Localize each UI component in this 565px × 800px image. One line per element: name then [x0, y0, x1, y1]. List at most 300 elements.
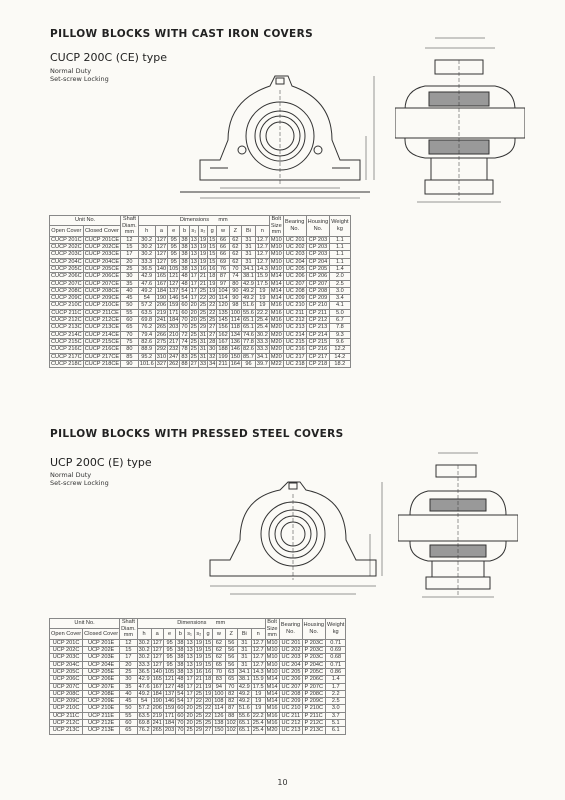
table-cell: 65: [120, 727, 138, 734]
table-cell: 5.1: [326, 720, 346, 727]
section1-note-duty: Normal Duty: [50, 67, 92, 75]
table-cell: 20: [121, 258, 139, 265]
table-cell: 0.68: [326, 654, 346, 661]
table-cell: 25: [120, 668, 138, 675]
table-cell: 137: [164, 690, 175, 697]
section2-note-locking: Set-screw Locking: [50, 479, 109, 487]
col-unit-no: Unit No.: [50, 216, 121, 226]
table-cell: P 208C: [302, 690, 326, 697]
table-cell: 30.2: [138, 244, 155, 251]
table-cell: 12.7: [252, 661, 264, 668]
table-cell: 12.7: [252, 647, 264, 654]
table-cell: 3.7: [326, 712, 346, 719]
table-cell: 54: [177, 690, 184, 697]
table-cell: 20: [186, 712, 193, 719]
table-cell: 25: [190, 324, 197, 331]
table-cell: 39.7: [256, 360, 268, 367]
table-row: [50, 236, 351, 243]
table-cell: 16: [209, 265, 216, 272]
table-cell: 120: [218, 302, 228, 309]
table-cell: 74: [229, 273, 241, 280]
table-cell: CUCP 202C: [51, 244, 82, 251]
table-row: [50, 705, 346, 712]
table-cell: 20: [186, 705, 193, 712]
table-cell: 22: [204, 712, 212, 719]
table-cell: 30: [121, 273, 139, 280]
table-cell: M20: [270, 331, 282, 338]
table-cell: 22: [195, 698, 202, 705]
table-row: [50, 639, 346, 646]
col-dim-n: n: [255, 226, 269, 236]
table-cell: 145: [218, 317, 228, 324]
table-cell: 146: [230, 346, 241, 353]
table-row: [50, 712, 346, 719]
table-cell: 66: [217, 244, 229, 251]
table-cell: 62: [213, 654, 225, 661]
table-cell: 21: [199, 280, 207, 287]
table-cell: 47.6: [138, 280, 155, 287]
table-cell: 13: [186, 661, 193, 668]
table-cell: CUCP 204C: [51, 258, 82, 265]
table-cell: UC 204: [283, 258, 306, 265]
table-cell: M14: [270, 287, 282, 294]
table-cell: 38: [177, 654, 184, 661]
table-cell: 38: [181, 251, 188, 258]
table-cell: 17: [186, 698, 193, 705]
table-cell: 42.9: [138, 676, 150, 683]
table-cell: M16: [266, 720, 278, 727]
col-shaft-diam: Shaft Diam. mm: [122, 216, 137, 236]
table-cell: CP 218: [306, 360, 330, 367]
table-cell: 9.6: [330, 338, 350, 345]
table-cell: 33.3: [138, 258, 155, 265]
table-cell: 13: [190, 265, 197, 272]
table-cell: 76.2: [138, 324, 155, 331]
table-cell: 74: [181, 338, 188, 345]
table-cell: 211: [218, 360, 228, 367]
table-cell: 15: [209, 236, 216, 243]
table-cell: 127: [152, 639, 162, 646]
col-dim-s1: s₁: [185, 629, 194, 639]
table-cell: UCP 204C: [50, 661, 83, 668]
col-dim-b: b: [180, 226, 189, 236]
table-cell: 56: [225, 647, 237, 654]
table-cell: 57.2: [138, 302, 155, 309]
table-cell: 54: [137, 698, 151, 705]
table-cell: UCP 210E: [83, 705, 120, 712]
table-cell: UC 203: [283, 251, 306, 258]
table-cell: CUCP 216CE: [84, 346, 120, 353]
table-cell: 95: [163, 654, 175, 661]
table-cell: CUCP 202CE: [84, 244, 120, 251]
table-cell: 25: [195, 712, 202, 719]
table-cell: CP 217: [306, 353, 330, 360]
col-dim-bi: Bi: [237, 629, 251, 639]
table-cell: 56: [225, 639, 237, 646]
table-cell: 49.2: [138, 287, 155, 294]
col-dim-g: g: [203, 629, 212, 639]
table-cell: 29: [195, 727, 202, 734]
table-row: [50, 302, 351, 309]
table-cell: 17: [190, 273, 197, 280]
table-cell: 31: [237, 639, 251, 646]
table-cell: 55: [120, 712, 138, 719]
table-cell: 31: [237, 654, 251, 661]
table-cell: 105: [169, 265, 179, 272]
table-cell: 0.71: [326, 639, 346, 646]
table-cell: 27: [204, 727, 212, 734]
table-cell: UC 211: [279, 712, 302, 719]
table-cell: 20: [209, 295, 216, 302]
table-cell: 18: [204, 676, 212, 683]
table-cell: 265: [156, 324, 167, 331]
section2-front-view-drawing: [200, 468, 390, 613]
table-cell: 102: [226, 727, 236, 734]
col-closed-cover: Closed Cover: [83, 226, 120, 236]
table-cell: 22: [199, 295, 207, 302]
table-cell: 22: [209, 309, 216, 316]
table-cell: 33.3: [138, 661, 150, 668]
table-cell: 13: [186, 668, 193, 675]
col-bearing-no: Bearing No.: [283, 216, 306, 237]
table-cell: 134: [230, 331, 241, 338]
table-cell: 48: [177, 676, 184, 683]
table-cell: CUCP 207C: [51, 280, 82, 287]
table-cell: 17: [190, 287, 197, 294]
table-cell: 25.4: [252, 727, 264, 734]
col-dim-n: n: [251, 629, 265, 639]
section1-table-body: [50, 236, 351, 367]
table-cell: M10: [270, 258, 282, 265]
table-cell: 79.4: [138, 331, 155, 338]
table-row: [50, 346, 351, 353]
table-cell: M20: [270, 338, 282, 345]
table-cell: 135: [218, 309, 228, 316]
table-cell: 48: [181, 280, 188, 287]
table-cell: 21: [195, 683, 202, 690]
table-cell: 164: [230, 360, 241, 367]
table-cell: 54: [181, 295, 188, 302]
table-cell: 77.8: [243, 338, 254, 345]
table-cell: UCP 206E: [83, 676, 120, 683]
table-cell: 275: [156, 338, 167, 345]
table-cell: CP 204: [306, 258, 330, 265]
section1-series-title: CUCP 200C (CE) type: [50, 51, 167, 64]
table-cell: CUCP 211C: [51, 309, 82, 316]
table-cell: 50: [120, 705, 138, 712]
table-cell: CP 203: [306, 251, 330, 258]
table-cell: UCP 208C: [50, 690, 83, 697]
col-dim-e: e: [168, 226, 180, 236]
table-cell: UC 211: [283, 309, 306, 316]
table-cell: 62: [229, 244, 241, 251]
table-cell: 49.2: [243, 295, 254, 302]
table-cell: 95: [168, 251, 180, 258]
table-cell: 19: [255, 287, 269, 294]
table-cell: CP 206: [306, 273, 330, 280]
table-cell: 25: [190, 338, 197, 345]
table-cell: CUCP 213C: [51, 324, 82, 331]
table-cell: 108: [214, 698, 224, 705]
table-cell: UC 214: [283, 331, 306, 338]
table-cell: 27: [209, 324, 216, 331]
table-cell: 85: [121, 353, 139, 360]
table-cell: 42.9: [238, 683, 250, 690]
table-cell: M16: [270, 309, 282, 316]
table-row: [50, 661, 346, 668]
table-cell: 69: [217, 258, 229, 265]
table-cell: 114: [214, 705, 224, 712]
table-cell: 30.2: [138, 654, 150, 661]
table-cell: 165: [156, 273, 167, 280]
table-cell: 21: [195, 676, 202, 683]
table-cell: 60: [181, 302, 188, 309]
table-cell: 25: [190, 346, 197, 353]
table-cell: 17: [190, 295, 197, 302]
table-cell: 20: [186, 720, 193, 727]
col-dim-a: a: [155, 226, 167, 236]
table-cell: 127: [152, 661, 162, 668]
table-cell: 19: [199, 258, 207, 265]
table-cell: 140: [152, 668, 162, 675]
col-dim-bi: Bi: [242, 226, 256, 236]
table-cell: 0.86: [326, 668, 346, 675]
table-cell: 63: [225, 668, 237, 675]
table-cell: 156: [218, 324, 228, 331]
table-row: [50, 698, 346, 705]
table-cell: 184: [164, 720, 175, 727]
table-cell: 70: [181, 317, 188, 324]
table-cell: UC 202: [279, 647, 302, 654]
table-cell: 13: [190, 244, 197, 251]
table-cell: 98: [229, 302, 241, 309]
table-cell: 20: [190, 317, 197, 324]
table-cell: UC 210: [283, 302, 306, 309]
table-cell: CP 211: [306, 309, 330, 316]
table-cell: 31: [242, 236, 256, 243]
table-cell: 150: [214, 727, 224, 734]
table-cell: 31: [237, 661, 251, 668]
table-cell: 219: [156, 309, 167, 316]
section2-heading: PILLOW BLOCKS WITH PRESSED STEEL COVERS: [50, 428, 344, 440]
table-cell: 19: [255, 302, 269, 309]
table-cell: UC 204: [279, 661, 302, 668]
col-dim-s1: s₁: [189, 226, 198, 236]
table-cell: 63.5: [138, 309, 155, 316]
table-cell: UC 209: [279, 698, 302, 705]
table-cell: UC 203: [279, 654, 302, 661]
table-cell: CUCP 208C: [51, 287, 82, 294]
table-cell: 25.4: [252, 720, 264, 727]
table-cell: 12: [120, 639, 138, 646]
table-cell: 38: [181, 236, 188, 243]
table-cell: 38: [181, 244, 188, 251]
table-cell: 70: [121, 331, 139, 338]
table-cell: UCP 210C: [50, 705, 83, 712]
table-cell: CP 205: [306, 265, 330, 272]
table-cell: 25: [199, 287, 207, 294]
table-cell: 206: [156, 302, 167, 309]
table-cell: M16: [270, 302, 282, 309]
table-cell: 13: [186, 647, 193, 654]
table-cell: 66: [217, 251, 229, 258]
table-cell: 127: [156, 236, 167, 243]
table-cell: 49.2: [238, 690, 250, 697]
col-open-cover: Open Cover: [50, 629, 83, 639]
table-cell: 19: [195, 654, 202, 661]
table-cell: CUCP 211CE: [84, 309, 119, 316]
table-cell: UC 215: [283, 338, 306, 345]
table-cell: 42.9: [243, 280, 254, 287]
table-cell: 35: [120, 683, 138, 690]
table-cell: 70: [177, 720, 184, 727]
table-cell: 15: [204, 647, 212, 654]
table-cell: M10: [270, 236, 282, 243]
table-cell: 33.3: [256, 346, 268, 353]
table-cell: UC 217: [283, 353, 306, 360]
table-cell: 217: [169, 338, 179, 345]
table-cell: 27: [209, 331, 216, 338]
table-cell: UC 213: [283, 324, 306, 331]
table-cell: 127: [164, 683, 175, 690]
table-cell: 60: [120, 720, 138, 727]
table-cell: 31: [199, 353, 207, 360]
table-cell: 65: [225, 676, 237, 683]
table-cell: 19: [209, 287, 216, 294]
table-cell: 25.4: [256, 317, 268, 324]
table-cell: 70: [225, 683, 237, 690]
table-cell: 40: [120, 690, 138, 697]
table-cell: 57.2: [138, 705, 150, 712]
table-cell: CP 214: [306, 331, 330, 338]
table-cell: 95: [168, 236, 180, 243]
section2-notes: [50, 471, 109, 487]
col-bolt-size: Bolt Size mm: [266, 619, 278, 639]
table-cell: 22.2: [256, 309, 268, 316]
table-cell: 102: [226, 720, 236, 727]
table-cell: 247: [169, 353, 179, 360]
table-cell: 27: [190, 360, 197, 367]
table-cell: CUCP 215CE: [84, 338, 120, 345]
table-cell: 25: [195, 690, 202, 697]
table-cell: 121: [169, 273, 179, 280]
table-cell: 1.1: [330, 236, 350, 243]
table-cell: 17: [186, 690, 193, 697]
table-cell: M10: [266, 639, 278, 646]
table-cell: 19: [199, 244, 207, 251]
table-row: [50, 280, 351, 287]
table-cell: P 207C: [302, 683, 326, 690]
table-cell: UCP 205E: [83, 668, 120, 675]
table-cell: 22: [209, 302, 216, 309]
table-cell: UCP 212C: [50, 720, 83, 727]
table-cell: 15: [209, 258, 216, 265]
table-cell: 13: [186, 639, 193, 646]
table-cell: UC 212: [279, 720, 302, 727]
table-cell: CP 216: [306, 346, 330, 353]
table-cell: 45: [121, 295, 139, 302]
table-cell: UC 213: [279, 727, 302, 734]
table-cell: 12: [121, 236, 139, 243]
table-cell: 62: [213, 647, 225, 654]
table-cell: 6.7: [330, 317, 350, 324]
table-cell: 184: [156, 287, 167, 294]
table-cell: 51.6: [243, 302, 254, 309]
table-cell: 1.1: [330, 251, 350, 258]
table-cell: 90: [229, 295, 241, 302]
col-shaft-diam: Shaft Diam. mm: [121, 619, 136, 639]
table-cell: 15: [209, 251, 216, 258]
table-cell: CUCP 212CE: [84, 317, 120, 324]
table-cell: 14.3: [256, 265, 268, 272]
table-cell: 69.8: [138, 317, 155, 324]
table-cell: 54: [138, 295, 155, 302]
col-weight: Weight kg: [326, 619, 346, 640]
table-cell: 2.5: [330, 280, 350, 287]
table-cell: P 205C: [302, 668, 326, 675]
table-cell: 16: [199, 265, 207, 272]
table-cell: 16: [204, 668, 212, 675]
table-cell: 95.2: [138, 353, 155, 360]
table-cell: UCP 208E: [83, 690, 120, 697]
table-cell: 94: [213, 683, 225, 690]
table-cell: 78: [181, 346, 188, 353]
table-cell: 48: [177, 683, 184, 690]
table-cell: 232: [169, 346, 179, 353]
table-cell: M14: [270, 273, 282, 280]
table-cell: 210: [169, 331, 179, 338]
table-cell: 34: [209, 360, 216, 367]
table-cell: 167: [218, 338, 228, 345]
table-cell: CUCP 217C: [51, 353, 82, 360]
table-cell: UC 206: [279, 676, 302, 683]
table-cell: 15: [204, 639, 212, 646]
table-cell: 137: [169, 287, 179, 294]
table-cell: 3.4: [330, 295, 350, 302]
table-cell: UCP 213E: [83, 727, 120, 734]
section2-note-duty: Normal Duty: [50, 471, 92, 479]
table-cell: P 212C: [302, 720, 326, 727]
table-cell: 12.7: [252, 654, 264, 661]
table-cell: 12.7: [256, 258, 268, 265]
table-cell: 203: [164, 727, 175, 734]
table-cell: 146: [169, 295, 179, 302]
table-cell: 83: [181, 353, 188, 360]
table-cell: 127: [156, 251, 167, 258]
table-cell: P 204C: [302, 661, 326, 668]
table-cell: UCP 211C: [50, 712, 83, 719]
table-cell: 25: [186, 727, 193, 734]
table-cell: CUCP 210CE: [84, 302, 120, 309]
table-cell: M14: [266, 698, 278, 705]
table-cell: 62: [229, 251, 241, 258]
table-cell: 31: [199, 346, 207, 353]
table-cell: 1.4: [330, 265, 350, 272]
table-cell: 95: [168, 258, 180, 265]
table-cell: 25: [199, 302, 207, 309]
col-dim-e: e: [163, 629, 175, 639]
table-cell: 70: [213, 668, 225, 675]
table-cell: 45: [120, 698, 138, 705]
table-cell: 21: [199, 273, 207, 280]
table-cell: 51.6: [238, 705, 250, 712]
table-cell: 38.1: [243, 273, 254, 280]
table-cell: 165: [152, 676, 162, 683]
table-cell: P 213C: [302, 727, 326, 734]
table-cell: UCP 204E: [83, 661, 120, 668]
table-cell: 62: [229, 258, 241, 265]
col-dim-h: h: [137, 629, 151, 639]
